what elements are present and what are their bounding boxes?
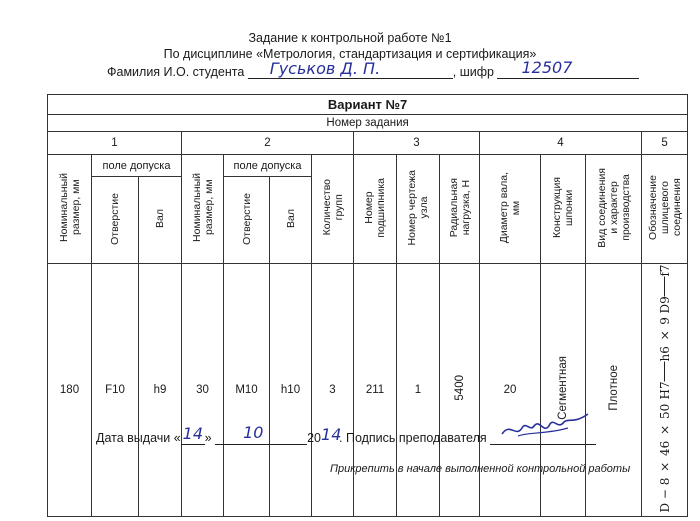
tolerance-field-2: поле допуска (224, 155, 312, 177)
value-g4-diameter: 20 (480, 264, 541, 517)
year-prefix: 20 (307, 431, 322, 445)
student-line (107, 58, 639, 79)
student-name-field (248, 59, 453, 79)
value-g2-shaft: h10 (270, 264, 312, 517)
group-4-header: 4 (480, 132, 642, 155)
value-g2-hole: M10 (224, 264, 270, 517)
date-day-handwritten: 14 (182, 424, 204, 443)
cipher-label: , шифр (452, 65, 494, 79)
task-number-title: Номер задания (48, 115, 688, 132)
doc-title: Задание к контрольной работе №1 (248, 31, 452, 45)
signature-label: . Подпись преподавателя (339, 431, 487, 445)
variant-title: Вариант №7 (48, 95, 688, 115)
task-table (47, 94, 688, 517)
group-3-header: 3 (354, 132, 480, 155)
col-shaft-diameter: Диаметр вала, мм (480, 155, 541, 264)
student-name-handwritten: Гуськов Д. П. (269, 59, 381, 78)
year-suffix-field (321, 425, 342, 445)
value-g3-load: 5400 (440, 264, 480, 517)
col-radial-load: Радиальная нагрузка, Н (440, 155, 480, 264)
year-suffix-handwritten: 14 (321, 425, 342, 444)
signature-field (490, 430, 596, 445)
col-shaft-1: Вал (139, 177, 182, 264)
col-shaft-2: Вал (270, 177, 312, 264)
col-drawing-no: Номер чертежа узла (397, 155, 440, 264)
col-nominal-2: Номинальный размер, мм (182, 155, 224, 264)
cipher-field (497, 58, 639, 79)
col-connection-type: Вид соединения и характер производства (586, 155, 642, 264)
tolerance-field-1: поле допуска (92, 155, 182, 177)
group-5-header: 5 (642, 132, 688, 155)
col-hole-1: Отверстие (92, 177, 139, 264)
col-bearing-no: Номер подшипника (354, 155, 397, 264)
value-g5-formula: D − 8 × 46 × 50 H7 h6 × 9 D9 f7 (642, 264, 688, 517)
teacher-signature (498, 412, 594, 442)
date-day-field (181, 424, 205, 445)
value-g1-hole: F10 (92, 264, 139, 517)
col-spline-designation: Обозначение шлицевого соединения (642, 155, 688, 264)
attach-note: Прикрепить в начале выполненной контрольной работы (330, 463, 631, 475)
value-g4-key: Сегментная (541, 264, 586, 517)
col-groups-count: Количество групп (312, 155, 354, 264)
group-1-header: 1 (48, 132, 182, 155)
col-nominal-1: Номинальный размер, мм (48, 155, 92, 264)
date-mid: » (204, 431, 212, 445)
value-g1-nominal: 180 (48, 264, 92, 517)
student-label: Фамилия И.О. студента (107, 65, 245, 79)
value-g3-drawing: 1 (397, 264, 440, 517)
cipher-handwritten: 12507 (521, 58, 573, 77)
value-g2-nominal: 30 (182, 264, 224, 517)
date-prefix: Дата выдачи « (96, 431, 181, 445)
value-g3-groups: 3 (312, 264, 354, 517)
col-hole-2: Отверстие (224, 177, 270, 264)
date-month-handwritten: 10 (243, 423, 264, 442)
value-g1-shaft: h9 (139, 264, 182, 517)
date-month-field (215, 423, 307, 445)
value-g3-bearing: 211 (354, 264, 397, 517)
col-key-design: Конструкция шпонки (541, 155, 586, 264)
issue-date-line (96, 423, 596, 445)
group-2-header: 2 (182, 132, 354, 155)
discipline-line: По дисциплине «Метрология, стандартизация и сертификация» (163, 47, 537, 61)
value-g4-connection: Плотное (586, 264, 642, 517)
